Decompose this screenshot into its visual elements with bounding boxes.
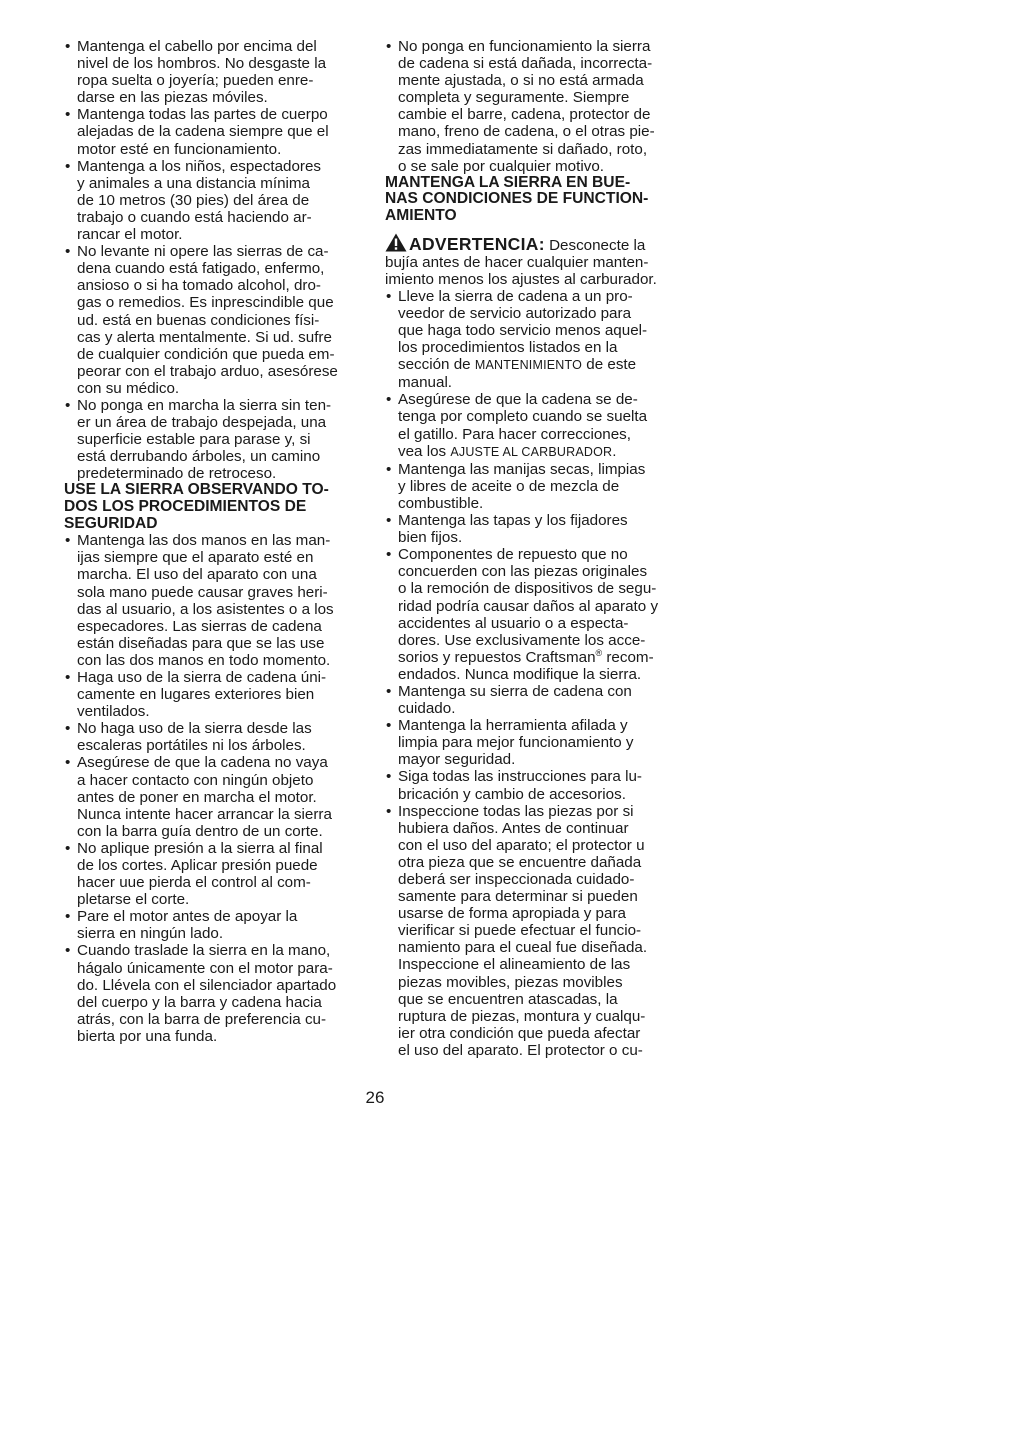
list-item: • Siga todas las instrucciones para lu- bricación y cambio de accesorios. xyxy=(385,768,675,802)
list-item: • Mantenga todas las partes de cuerpo alejadas de la cadena siempre que el motor esté en funcionamiento. xyxy=(64,106,366,157)
list-item: • Mantenga a los niños, espectadores y animales a una distancia mínima de 10 metros (30 pies) del área de trabajo o cuando está haciendo ar- rancar el motor. xyxy=(64,158,366,243)
section-reference: AJUSTE AL CARBURADOR xyxy=(450,444,613,459)
list-item: • Mantenga las dos manos en las man- ijas siempre que el aparato esté en marcha. El uso del aparato con una sola mano puede causar graves heri- das al usuario, a los asistentes o a los especadores. Las sierras de cadena están diseñadas para que se las use con las dos manos en todo momento. xyxy=(64,532,366,669)
list-item: • Inspeccione todas las piezas por si hubiera daños. Antes de continuar con el uso del aparato; el protector u otra pieza que se encuentre dañada deberá ser inspeccionada cuidado- samente para determinar si pueden usarse de forma apropiada y para vierificar si puede efectuar el funcio- namiento para el cueal fue diseñada. Inspeccione el alineamiento de las piezas movibles, piezas movibles que se encuentren atascadas, la ruptura de piezas, montura y cualqu- ier otra condición que pueda afectar el uso del aparato. El protector o cu- xyxy=(385,803,675,1059)
list-item: • Asegúrese de que la cadena se de- tenga por completo cuando se suelta el gatillo. Para hacer correcciones, vea los AJUSTE AL CARBURADOR. xyxy=(385,391,675,460)
list-item: • Haga uso de la sierra de cadena úni- camente en lugares exteriores bien ventilados. xyxy=(64,669,366,720)
section-heading-maintain-saw: MANTENGA LA SIERRA EN BUE- NAS CONDICIONES DE FUNCTION- AMIENTO xyxy=(385,173,649,224)
left-column xyxy=(64,38,366,1045)
list-item: • Lleve la sierra de cadena a un pro- veedor de servicio autorizado para que haga todo servicio menos aquel- los procedimientos listados en la sección de MANTENIMIENTO de este manual. xyxy=(385,288,675,392)
list-item: • No ponga en funcionamiento la sierra de cadena si está dañada, incorrecta- mente ajustada, o si no está armada completa y seguramente. Siempre cambie el barre, cadena, protector de mano, freno de cadena, o el otras pie- zas immediatamente si dañado, roto, o se sale por cualquier motivo. xyxy=(385,38,675,175)
list-item: • Mantenga la herramienta afilada y limpia para mejor funcionamiento y mayor seguridad. xyxy=(385,717,675,768)
page-number: 26 xyxy=(365,1088,385,1107)
warning-block: ADVERTENCIA: Desconecte la bujía antes de hacer cualquier manten- imiento menos los ajustes al carburador. xyxy=(385,233,657,288)
warning-text: Desconecte la xyxy=(549,236,646,254)
list-item: • Componentes de repuesto que no concuerden con las piezas originales o la remoción de dispositivos de segu- ridad podría causar daños al aparato y accidentes al usuario o a especta- dores. Use exclusivamente los acce- sorios y repuestos Craftsman® recom- endados. Nunca modifique la sierra. xyxy=(385,546,675,683)
warning-triangle-icon xyxy=(385,233,407,252)
list-item: • Mantenga el cabello por encima del nivel de los hombros. No desgaste la ropa suelta o joyería; pueden enre- darse en las piezas móviles. xyxy=(64,38,366,106)
list-item: • No ponga en marcha la sierra sin ten- er un área de trabajo despejada, una superficie estable para parase y, si está derrubando árboles, un camino predeterminado de retroceso. xyxy=(64,397,366,482)
list-item: • Cuando traslade la sierra en la mano, hágalo únicamente con el motor para- do. Llévela con el silenciador apartado del cuerpo y la barra y cadena hacia atrás, con la barra de preferencia cu- bierta por una funda. xyxy=(64,942,366,1045)
safety-list-top xyxy=(64,38,366,482)
list-item: • Mantenga las manijas secas, limpias y libres de aceite o de mezcla de combustible. xyxy=(385,461,675,512)
section-heading-use-saw: USE LA SIERRA OBSERVANDO TO- DOS LOS PROCEDIMIENTOS DE SEGURIDAD xyxy=(64,481,329,532)
registered-mark: ® xyxy=(595,647,603,658)
right-column xyxy=(385,38,675,1059)
list-item: • Pare el motor antes de apoyar la sierra en ningún lado. xyxy=(64,908,366,942)
maintenance-list xyxy=(385,288,675,1059)
list-item: • No aplique presión a la sierra al final de los cortes. Aplicar presión puede hacer uue pierda el control al com- pletarse el corte. xyxy=(64,840,366,908)
section-reference: MANTENIMIENTO xyxy=(474,358,583,373)
safety-list-bottom xyxy=(64,532,366,1045)
list-item: • Mantenga su sierra de cadena con cuidado. xyxy=(385,683,675,717)
warning-title: ADVERTENCIA: xyxy=(409,233,545,254)
list-item: • Asegúrese de que la cadena no vaya a hacer contacto con ningún objeto antes de poner en marcha el motor. Nunca intente hacer arrancar la sierra con la barra guía dentro de un corte. xyxy=(64,754,366,839)
list-item: • Mantenga las tapas y los fijadores bien fijos. xyxy=(385,512,675,546)
list-item: • No levante ni opere las sierras de ca- dena cuando está fatigado, enfermo, ansioso o si ha tomado alcohol, dro- gas o remedios. Es inprescindible que ud. está en buenas condiciones físi- cas y alerta mentalmente. Si ud. sufre de cualquier condición que pueda em- peorar con el trabajo arduo, asesórese con su médico. xyxy=(64,243,366,397)
safety-list-right-top xyxy=(385,38,675,175)
list-item: • No haga uso de la sierra desde las escaleras portátiles ni los árboles. xyxy=(64,720,366,754)
